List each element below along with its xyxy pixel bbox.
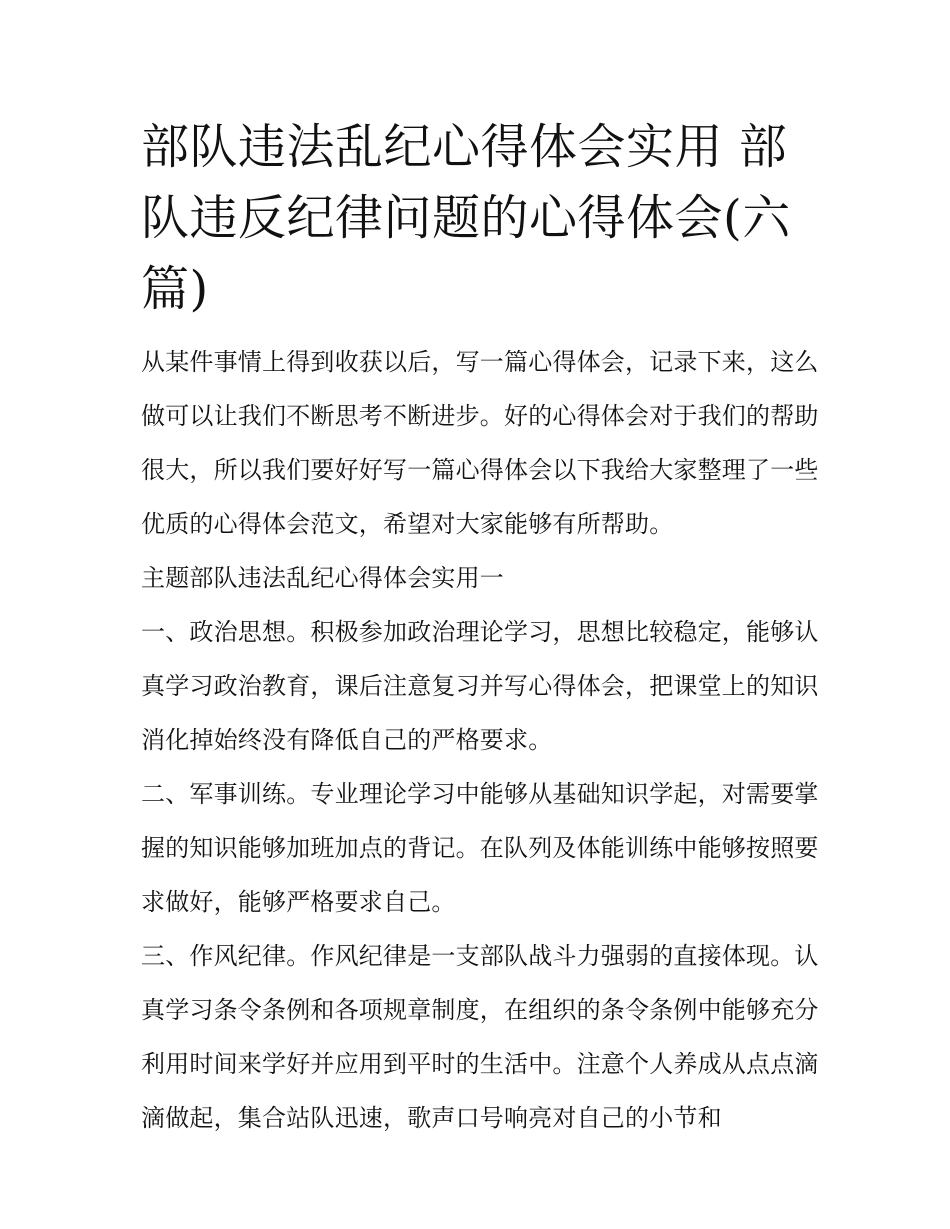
intro-paragraph: 从某件事情上得到收获以后，写一篇心得体会，记录下来，这么做可以让我们不断思考不断进步。好的心得体会对于我们的帮助很大，所以我们要好好写一篇心得体会以下我给大家整理了一些优质的心得体会范文，希望对大家能够有所帮助。	[141, 348, 819, 538]
section-heading: 主题部队违法乱纪心得体会实用一	[141, 564, 504, 592]
document-body	[141, 335, 821, 1145]
discipline-paragraph: 三、作风纪律。作风纪律是一支部队战斗力强弱的直接体现。认真学习条令条例和各项规章制度，在组织的条令条例中能够充分利用时间来学好并应用到平时的生活中。注意个人养成从点点滴滴做起，集合站队迅速，歌声口号响亮对自己的小节和	[141, 942, 819, 1132]
document-page	[141, 112, 821, 1145]
military-training-paragraph: 二、军事训练。专业理论学习中能够从基础知识学起，对需要掌握的知识能够加班加点的背记。在队列及体能训练中能够按照要求做好，能够严格要求自己。	[141, 780, 819, 916]
document-title: 部队违法乱纪心得体会实用 部队违反纪律问题的心得体会(六篇)	[141, 119, 791, 317]
politics-paragraph: 一、政治思想。积极参加政治理论学习，思想比较稳定，能够认真学习政治教育，课后注意复习并写心得体会，把课堂上的知识消化掉始终没有降低自己的严格要求。	[141, 618, 819, 754]
